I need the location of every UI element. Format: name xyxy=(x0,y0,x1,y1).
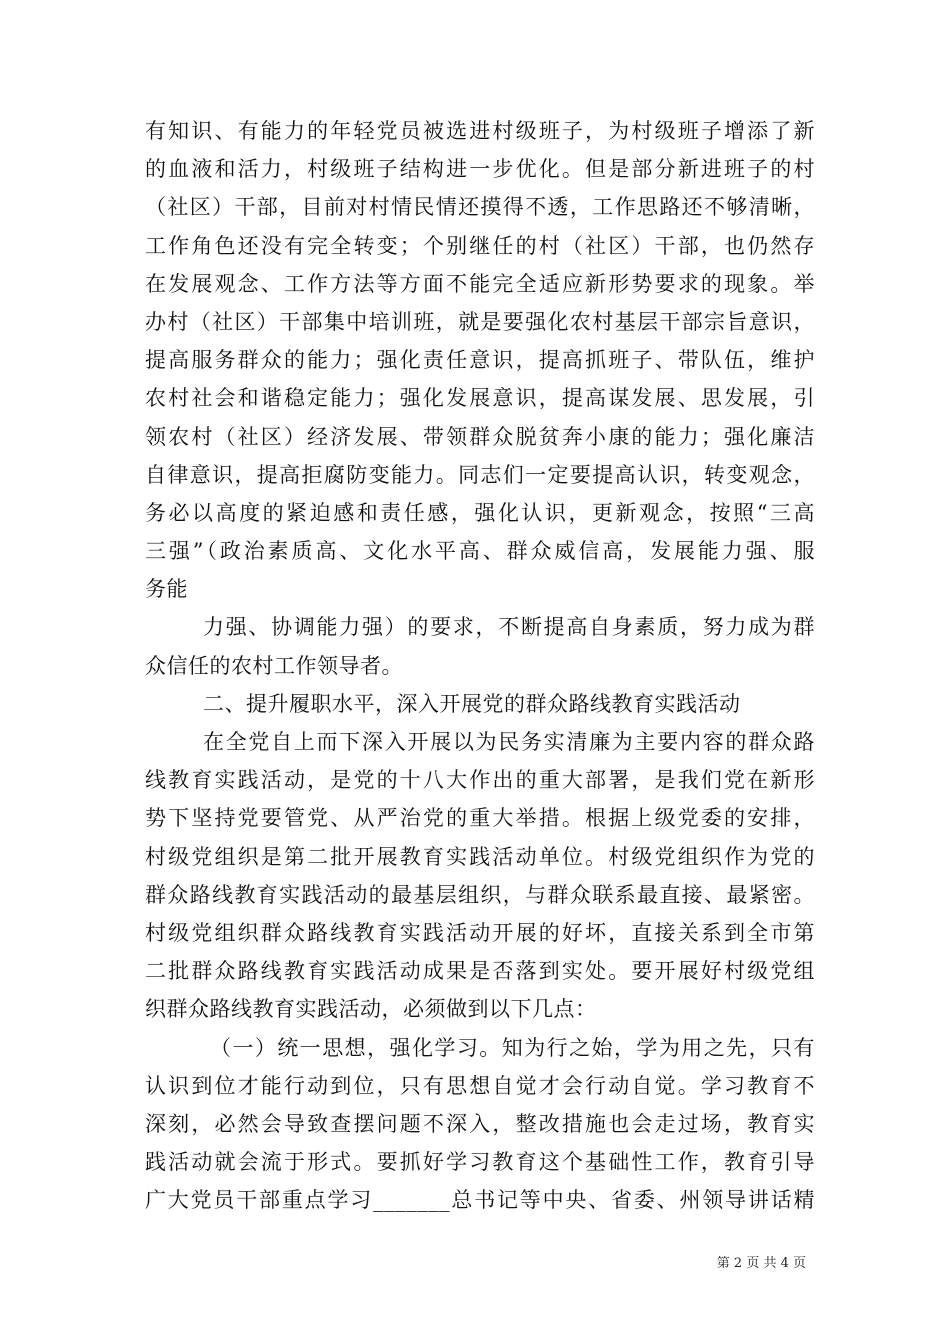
text-line: 务必以高度的紧迫感和责任感，强化认识，更新观念，按照“三高 xyxy=(145,500,815,525)
page-number: 第 2 页 共 4 页 xyxy=(716,1256,806,1271)
text-line: 织群众路线教育实践活动，必须做到以下几点： xyxy=(145,997,597,1022)
body-text xyxy=(145,112,815,1219)
text-line: 工作角色还没有完全转变；个别继任的村（社区）干部，也仍然存 xyxy=(145,233,815,258)
text-line: 提高服务群众的能力；强化责任意识，提高抓班子、带队伍，维护 xyxy=(145,348,815,373)
text-line: 二批群众路线教育实践活动成果是否落到实处。要开展好村级党组 xyxy=(145,959,815,984)
text-line: 势下坚持党要管党、从严治党的重大举措。根据上级党委的安排， xyxy=(145,806,815,831)
text-line: 务能 xyxy=(145,577,188,602)
text-line: 群众路线教育实践活动的最基层组织，与群众联系最直接、最紧密。 xyxy=(145,882,815,907)
text-line: 村级党组织是第二批开展教育实践活动单位。村级党组织作为党的 xyxy=(145,844,815,869)
text-line: 农村社会和谐稳定能力；强化发展意识，提高谋发展、思发展，引 xyxy=(145,386,815,411)
text-line: 在发展观念、工作方法等方面不能完全适应新形势要求的现象。举 xyxy=(145,271,815,296)
text-line: 深刻，必然会导致查摆问题不深入，整改措施也会走过场，教育实 xyxy=(145,1111,815,1136)
text-line: 自律意识，提高拒腐防变能力。同志们一定要提高认识，转变观念， xyxy=(145,462,815,487)
text-line: 办村（社区）干部集中培训班，就是要强化农村基层干部宗旨意识， xyxy=(145,309,815,334)
text-line: （社区）干部，目前对村情民情还摸得不透，工作思路还不够清晰， xyxy=(145,195,815,220)
text-line: 认识到位才能行动到位，只有思想自觉才会行动自觉。学习教育不 xyxy=(145,1073,815,1098)
text-line: 三强”（政治素质高、文化水平高、群众威信高，发展能力强、服 xyxy=(145,539,815,564)
text-line: 二、提升履职水平，深入开展党的群众路线教育实践活动 xyxy=(203,691,741,716)
text-line: 广大党员干部重点学习_______总书记等中央、省委、州领导讲话精 xyxy=(145,1188,815,1213)
text-line: 有知识、有能力的年轻党员被选进村级班子，为村级班子增添了新 xyxy=(145,119,815,143)
text-line: 村级党组织群众路线教育实践活动开展的好坏，直接关系到全市第 xyxy=(145,920,815,945)
text-line: 践活动就会流于形式。要抓好学习教育这个基础性工作，教育引导 xyxy=(145,1150,815,1175)
text-line: 在全党自上而下深入开展以为民务实清廉为主要内容的群众路 xyxy=(203,730,815,754)
text-line: 领农村（社区）经济发展、带领群众脱贫奔小康的能力；强化廉洁 xyxy=(145,424,815,449)
text-line: 的血液和活力，村级班子结构进一步优化。但是部分新进班子的村 xyxy=(145,157,815,182)
text-line: （一）统一思想，强化学习。知为行之始，学为用之先，只有 xyxy=(210,1035,815,1060)
text-line: 众信任的农村工作领导者。 xyxy=(145,653,403,678)
text-line: 线教育实践活动，是党的十八大作出的重大部署，是我们党在新形 xyxy=(145,768,815,793)
text-line: 力强、协调能力强）的要求，不断提高自身素质，努力成为群 xyxy=(203,615,815,640)
